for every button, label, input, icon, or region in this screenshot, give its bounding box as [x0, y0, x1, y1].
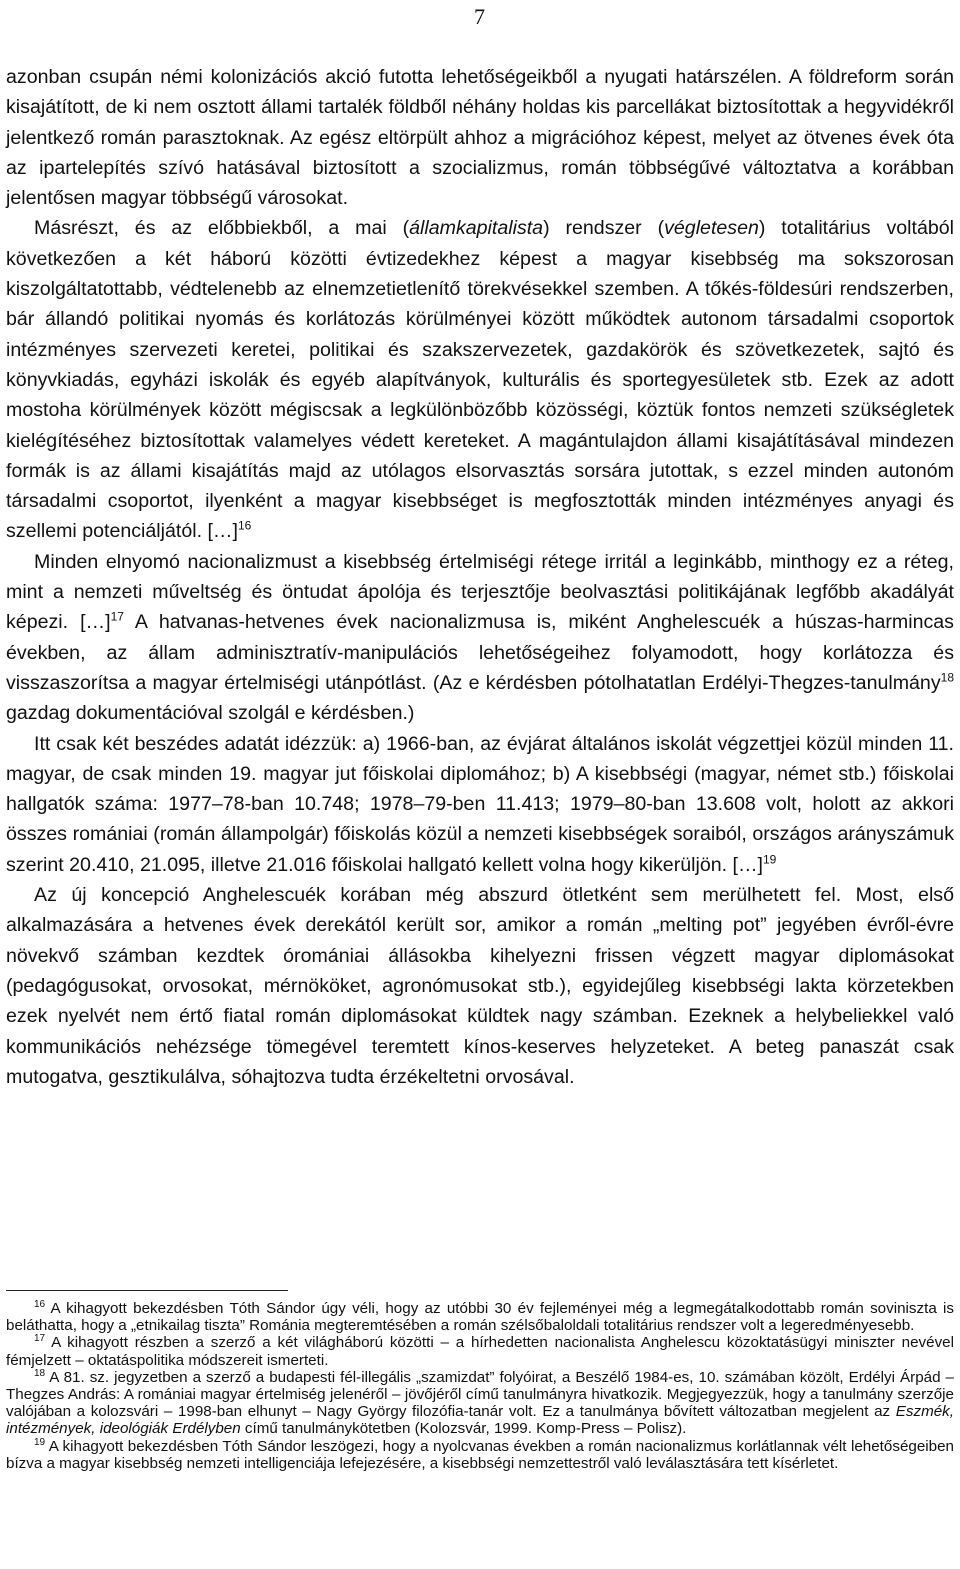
paragraph-2-text-a: Másrészt, és az előbbiekből, a mai (: [34, 217, 410, 240]
footnote-italic-title: Eszmék, intézmények, ideológiák Erdélyben: [6, 1403, 954, 1438]
footnote-16: [6, 1300, 954, 1334]
paragraph-2-text-e: ) totalitárius voltából következően a két háború közötti évtizedekhez képest a magyar kisebbség ma sokszorosan kiszolgáltatottabb, védtelenebb az elnemzetietlenítő törekvésekkel szemben. A tőkés-földesúri rendszerben, bár állandó politikai nyomás és korlátozás körülményei között működtek autonom társadalmi csoportok intézményes szervezeti keretei, politikai és szakszervezetek, gazdakörök és szövetkezetek, sajtó és könyvkiadás, egyházi iskolák és egyéb alapítványok, kulturális és sportegyesületek stb. Ezek az adott mostoha körülmények között mégiscsak a legkülönbözőbb közösségi, köztük fontos nemzeti szükségletek kielégítéséhez biztosítottak valamelyes védett kereteket. A magántulajdon állami kisajátításával mindezen formák is az állami kisajátítás majd az utólagos elsorvasztás sorsára jutottak, s ezzel minden autonóm társadalmi csoportot, ilyenként a magyar kisebbséget is megfosztották minden intézményes anyagi és szellemi potenciáljától. […]: [6, 217, 954, 543]
footnote-text-c: című tanulmánykötetben (Kolozsvár, 1999. Komp-Press – Polisz).: [240, 1420, 687, 1438]
paragraph-2: [6, 213, 954, 546]
footnote-ref-18: 18: [940, 670, 954, 685]
page-number: 7: [474, 4, 485, 29]
footnote-number: 16: [34, 1298, 46, 1310]
footnote-19: [6, 1438, 954, 1472]
paragraph-3: [6, 547, 954, 729]
paragraph-2-italic-b: végletesen: [664, 217, 759, 240]
footnote-number: 19: [34, 1436, 46, 1448]
footnote-text: A kihagyott bekezdésben Tóth Sándor úgy véli, hogy az utóbbi 30 év fejleményei még a legmegátalkodottabb román soviniszta is beláthatta, hogy a „etnikailag tiszta” Románia megteremtésében a román szélsőbaloldali totalitárius rendszer volt a legeredményesebb.: [6, 1300, 954, 1335]
footnote-ref-19: 19: [763, 852, 777, 867]
paragraph-3-text-c: gazdag dokumentációval szolgál e kérdésben.): [6, 702, 415, 725]
footnotes: [6, 1300, 954, 1472]
body-text: [6, 62, 954, 1092]
footnote-text-a: A 81. sz. jegyzetben a szerző a budapesti fél-illegális „szamizdat” folyóirat, a Beszélő 1984-es, 10. számában közölt, Erdélyi Árpád – Thegzes András: A romániai magyar értelmiség jelenéről – jövőjéről című tanulmányra hivatkozik. Megjegyezzük, hogy a tanulmány szerzője valójában a kolozsvári – 1998-ban elhunyt – Nagy György filozófia-tanár volt. Ez a tanulmánya bővített változatban megjelent az: [6, 1368, 954, 1421]
paragraph-4-text: Itt csak két beszédes adatát idézzük: a) 1966-ban, az évjárat általános iskolát végzettjei közül minden 11. magyar, de csak minden 19. magyar jut főiskolai diplomához; b) A kisebbségi (magyar, német stb.) főiskolai hallgatók száma: 1977–78-ban 10.748; 1978–79-ben 11.413; 1979–80-ban 13.608 volt, holott az akkori összes romániai (román állampolgár) főiskolás közül a nemzeti kisebbségek soraiból, országos arányszámuk szerint 20.410, 21.095, illetve 21.016 főiskolai hallgató kellett volna hogy kikerüljön. […]: [6, 732, 954, 876]
footnote-17: [6, 1334, 954, 1368]
paragraph-2-text-c: ) rendszer (: [543, 217, 665, 240]
paragraph-3-text-b: A hatvanas-hetvenes évek nacionalizmusa is, miként Anghelescuék a húszas-harmincas években, az állam adminisztratív-manipulációs lehetőségeihez folyamodott, hogy korlátozza és visszaszorítsa a magyar értelmiségi utánpótlást. (Az e kérdésben pótolhatatlan Erdélyi-Thegzes-tanulmány: [6, 611, 954, 694]
paragraph-5: Az új koncepció Anghelescuék korában még abszurd ötletként sem merülhetett fel. Most, első alkalmazására a hetvenes évek derekától került sor, amikor a román „melting pot” jegyében évről-évre növekvő számban kezdtek óromániai állásokba kihelyezni frissen végzett magyar diplomásokat (pedagógusokat, orvosokat, mérnököket, agronómusokat stb.), egyidejűleg kisebbségi lakta körzetekben ezek nyelvét nem értő fiatal román diplomásokat küldtek nagy számban. Ezeknek a helybeliekkel való kommunikációs nehézsége tömegével teremtett kínos-keserves helyzeteket. A beteg panaszát csak mutogatva, gesztikulálva, sóhajtozva tudta érzékeltetni orvosával.: [6, 884, 954, 1088]
footnote-separator: [6, 1290, 288, 1291]
footnote-number: 18: [34, 1367, 46, 1379]
paragraph-3-text-a: Minden elnyomó nacionalizmust a kisebbség értelmiségi rétege irritál a leginkább, minthogy ez a réteg, mint a nemzeti műveltség és öntudat ápolója és terjesztője beolvasztási politikájának legfőbb akadályát képezi. […]: [6, 550, 954, 634]
footnote-text: A kihagyott bekezdésben Tóth Sándor leszögezi, hogy a nyolcvanas években a román nacionalizmus korlátlannak vélt lehetőségeiben bízva a magyar kisebbség nemzeti intelligenciája lefejezésére, a kisebbségi nemzettestről való leválasztására tett kísérletet.: [6, 1437, 954, 1472]
footnote-ref-16: 16: [237, 518, 252, 533]
paragraph-4: [6, 729, 954, 880]
footnote-18: [6, 1369, 954, 1438]
paragraph-2-italic-a: államkapitalista: [409, 217, 544, 240]
footnote-text: A kihagyott részben a szerző a két világháború közötti – a hírhedetten nacionalista Anghelescu közoktatásügyi miniszter nevével fémjelzett – oktatáspolitika módszereit ismerteti.: [6, 1334, 954, 1369]
footnote-ref-17: 17: [110, 609, 124, 624]
footnote-number: 17: [34, 1333, 46, 1345]
paragraph-1: azonban csupán némi kolonizációs akció futotta lehetőségeikből a nyugati határszélen. A földreform során kisajátított, de ki nem osztott állami tartalék földből néhány holdas kis parcellákat biztosítottak a hegyvidékről jelentkező román parasztoknak. Az egész eltörpült ahhoz a migrációhoz képest, melyet az ötvenes évek óta az ipartelepítés szívó hatásával biztosított a szocializmus, román többségűvé változtatva a korábban jelentősen magyar többségű városokat.: [6, 66, 954, 210]
